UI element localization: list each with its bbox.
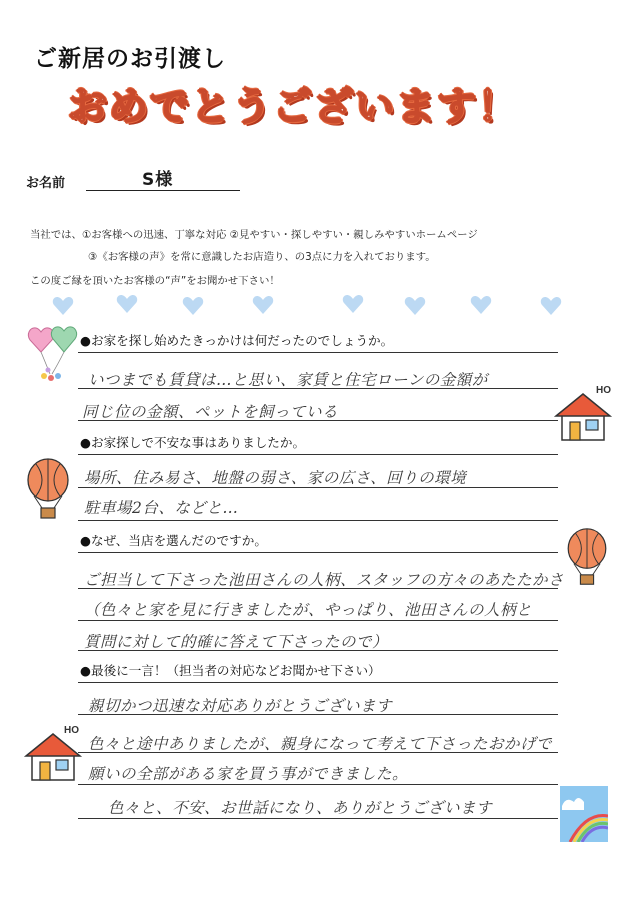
answer-4-line-2: 色々と途中ありましたが、親身になって考えて下さったおかげで [88, 735, 553, 753]
house-icon [552, 384, 614, 444]
answer-rule [78, 552, 558, 553]
heart-balloons-icon [26, 322, 84, 384]
name-label: お名前 [26, 176, 66, 191]
answer-rule [78, 420, 558, 421]
question-1-label: ●お家を探し始めたきっかけは何だったのでしょうか。 [80, 333, 394, 348]
house-badge: HO [596, 385, 611, 396]
hot-air-balloon-icon [22, 456, 74, 522]
answer-rule [78, 520, 558, 521]
answer-rule [78, 588, 558, 589]
answer-rule [78, 487, 558, 488]
answer-3-line-1: ご担当して下さった池田さんの人柄、スタッフの方々のあたたかさ [84, 571, 565, 589]
answer-rule [78, 454, 558, 455]
question-4-label: ●最後に一言！（担当者の対応などお聞かせ下さい） [80, 663, 381, 678]
answer-4-line-1: 親切かつ迅速な対応ありがとうございます [88, 697, 393, 715]
heart-icon [252, 295, 274, 315]
heart-icon [404, 296, 426, 316]
answer-rule [78, 818, 558, 819]
question-3-label: ●なぜ、当店を選んだのですか。 [80, 533, 267, 548]
answer-1-line-2: 同じ位の金額、ペットを飼っている [82, 403, 339, 421]
answer-rule [78, 682, 558, 683]
answer-rule [78, 352, 558, 353]
answer-rule [78, 752, 558, 753]
intro-line-1: 当社では、①お客様への迅速、丁寧な対応 ②見やすい・探しやすい・親しみやすいホームページ [30, 229, 478, 241]
answer-2-line-1: 場所、住み易さ、地盤の弱さ、家の広さ、回りの環境 [84, 469, 467, 487]
house-icon [22, 724, 84, 784]
rainbow-icon [560, 786, 608, 842]
answer-4-line-3: 願いの全部がある家を買う事ができました。 [88, 765, 409, 783]
heart-icon [470, 295, 492, 315]
answer-rule [78, 650, 558, 651]
intro-line-2: ③《お客様の声》を常に意識したお店造り、の3点に力を入れております。 [88, 251, 436, 263]
answer-rule [78, 388, 558, 389]
question-2-label: ●お家探しで不安な事はありましたか。 [80, 435, 306, 450]
answer-4-line-4: 色々と、不安、お世話になり、ありがとうございます [108, 799, 493, 817]
name-value: S様 [142, 170, 174, 190]
subtitle: ご新居のお引渡し [34, 46, 226, 72]
page-title: おめでとうございます！ [68, 85, 520, 130]
answer-rule [78, 784, 558, 785]
answer-rule [78, 620, 558, 621]
house-badge: HO [64, 725, 79, 736]
answer-2-line-2: 駐車場2台、などと… [84, 499, 239, 517]
heart-icon [342, 294, 364, 314]
answer-rule [78, 714, 558, 715]
name-underline [86, 190, 240, 191]
answer-1-line-1: いつまでも賃貸は…と思い、家賃と住宅ローンの金額が [88, 371, 488, 389]
heart-icon [182, 296, 204, 316]
heart-icon [540, 296, 562, 316]
answer-3-line-3: 質問に対して的確に答えて下さったので） [84, 633, 389, 651]
answer-3-line-2: （色々と家を見に行きましたが、やっぱり、池田さんの人柄と [84, 601, 533, 619]
heart-icon [116, 294, 138, 314]
hot-air-balloon-icon [562, 526, 612, 588]
heart-icon [52, 296, 74, 316]
intro-line-3: この度ご縁を頂いたお客様の“声”をお聞かせ下さい！ [30, 275, 280, 287]
